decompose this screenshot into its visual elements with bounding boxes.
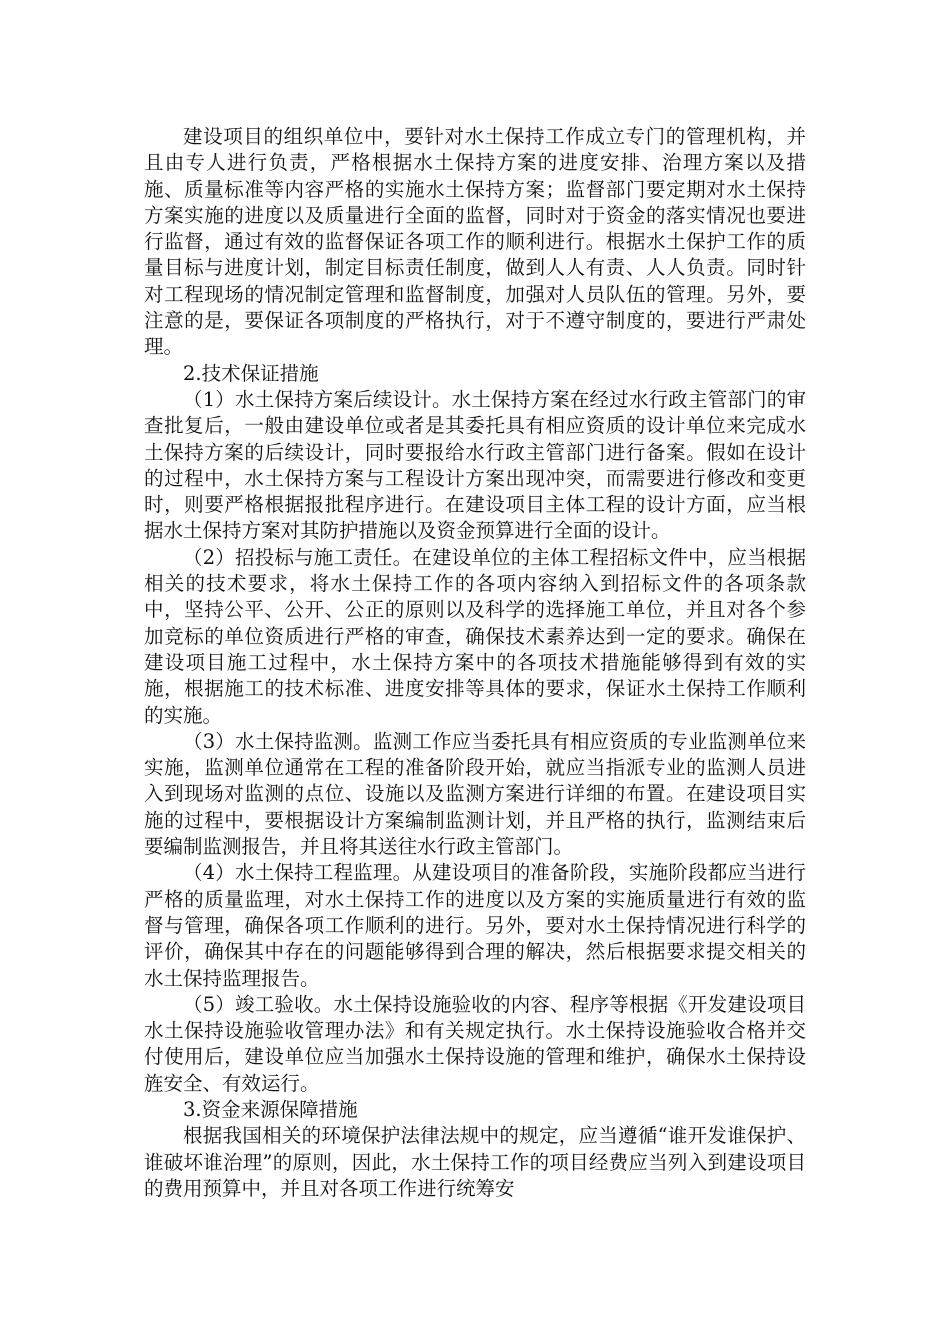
document-body xyxy=(144,124,806,1202)
paragraph-organization: 建设项目的组织单位中，要针对水土保持工作成立专门的管理机构，并且由专人进行负责，严格根据水土保持方案的进度安排、治理方案以及措施、质量标准等内容严格的实施水土保持方案；监督部门要定期对水土保持方案实施的进度以及质量进行全面的监督，同时对于资金的落实情况也要进行监督，通过有效的监督保证各项工作的顺利进行。根据水土保护工作的质量目标与进度计划，制定目标责任制度，做到人人有责、人人负责。同时针对工程现场的情况制定管理和监督制度，加强对人员队伍的管理。另外，要注意的是，要保证各项制度的严格执行，对于不遵守制度的，要进行严肃处理。 xyxy=(144,125,806,359)
paragraph-design: （1）水土保持方案后续设计。水土保持方案在经过水行政主管部门的审查批复后，一般由建设单位或者是其委托具有相应资质的设计单位来完成水土保持方案的后续设计，同时要报给水行政主管部门进行备案。假如在设计的过程中，水土保持方案与工程设计方案出现冲突，而需要进行修改和变更时，则要严格根据报批程序进行。在建设项目主体工程的设计方面，应当根据水土保持方案对其防护措施以及资金预算进行全面的设计。 xyxy=(144,387,806,543)
paragraph-bidding: （2）招投标与施工责任。在建设单位的主体工程招标文件中，应当根据相关的技术要求，将水土保持工作的各项内容纳入到招标文件的各项条款中，坚持公平、公开、公正的原则以及科学的选择施工单位，并且对各个参加竞标的单位资质进行严格的审查，确保技术素养达到一定的要求。确保在建设项目施工过程中，水土保持方案中的各项技术措施能够得到有效的实施，根据施工的技术标准、进度安排等具体的要求，保证水土保持工作顺利的实施。 xyxy=(144,545,806,727)
paragraph-monitoring: （3）水土保持监测。监测工作应当委托具有相应资质的专业监测单位来实施，监测单位通常在工程的准备阶段开始，就应当指派专业的监测人员进入到现场对监测的点位、设施以及监测方案进行详细的布置。在建设项目实施的过程中，要根据设计方案编制监测计划，并且严格的执行，监测结束后要编制监测报告，并且将其送往水行政主管部门。 xyxy=(144,729,806,859)
paragraph-supervision: （4）水土保持工程监理。从建设项目的准备阶段，实施阶段都应当进行严格的质量监理，对水土保持工作的进度以及方案的实施质量进行有效的监督与管理，确保各项工作顺利的进行。另外，要对水土保持情况进行科学的评价，确保其中存在的问题能够得到合理的解决，然后根据要求提交相关的水土保持监理报告。 xyxy=(144,861,806,990)
section-heading-technical: 2.技术保证措施 xyxy=(183,361,319,385)
paragraph-acceptance: （5）竣工验收。水土保持设施验收的内容、程序等根据《开发建设项目水土保持设施验收管理办法》和有关规定执行。水土保持设施验收合格并交付使用后，建设单位应当加强水土保持设施的管理和维护，确保水土保持设旌安全、有效运行。 xyxy=(144,992,806,1095)
paragraph-funding: 根据我国相关的环境保护法律法规中的规定，应当遵循“谁开发谁保护、谁破坏谁治理”的原则，因此，水土保持工作的项目经费应当列入到建设项目的费用预算中，并且对各项工作进行统筹安 xyxy=(144,1124,806,1200)
section-heading-funding: 3.资金来源保障措施 xyxy=(183,1097,358,1121)
